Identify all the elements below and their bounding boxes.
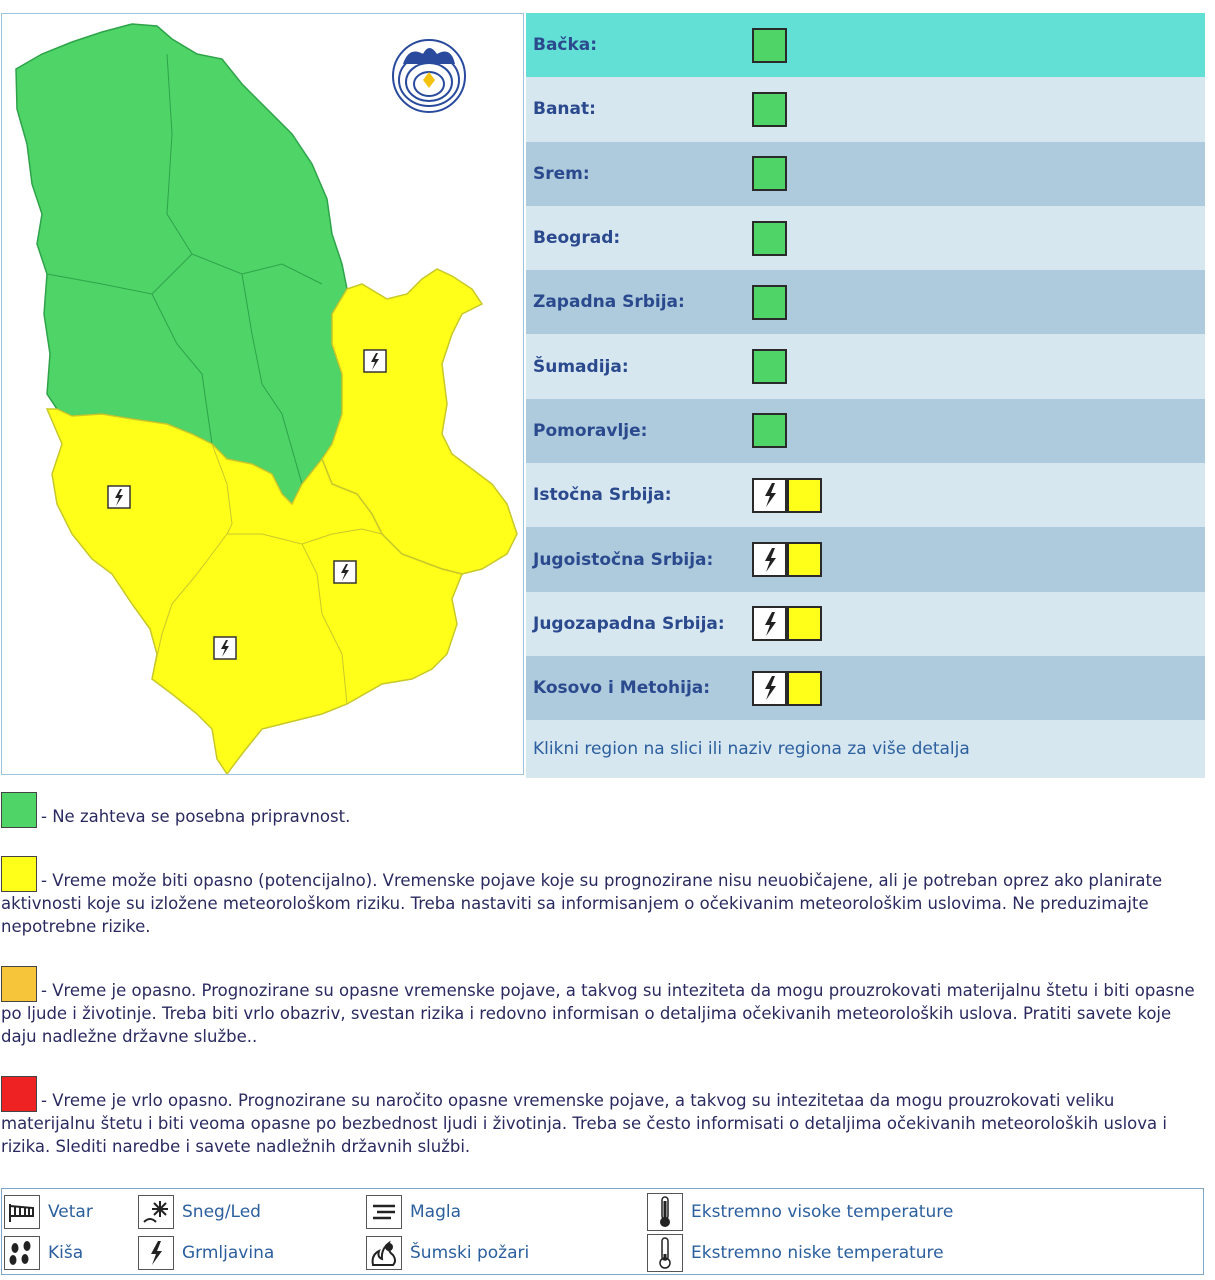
warning-indicators: [752, 413, 787, 448]
green-warning-square: [752, 413, 787, 448]
legend-thunder-label: Grmljavina: [182, 1243, 275, 1263]
region-row[interactable]: [526, 463, 1205, 527]
rhmz-logo: [393, 40, 465, 112]
region-label[interactable]: Istočna Srbija:: [533, 485, 672, 506]
thunder-icon: [752, 606, 787, 641]
region-label[interactable]: Beograd:: [533, 228, 621, 249]
region-row[interactable]: [526, 77, 1205, 141]
green-warning-square: [752, 349, 787, 384]
green-warning-square: [752, 28, 787, 63]
warning-indicators: [752, 478, 822, 513]
warning-indicators: [752, 156, 787, 191]
green-warning-square: [752, 156, 787, 191]
warning-map[interactable]: [1, 13, 524, 775]
fog-icon: [366, 1195, 402, 1229]
legend-fog-label: Magla: [410, 1202, 462, 1222]
legend-low-temp-label: Ekstremno niske temperature: [691, 1243, 944, 1263]
warning-indicators: [752, 349, 787, 384]
map-thunder-icon-southwest: [108, 486, 130, 508]
legend-red-text: - Vreme je vrlo opasno. Prognozirane su naročito opasne vremenske pojave, a takvog su intezitetaa da mogu prouzrokovati veliku materijalnu štetu i biti veoma opasne po bezbednost ljudi i životinja. Treba se često informisati o detaljima očekivanih meteoroloških uslova i rizika. Slediti naredbe i savete nadležnih državnih službi.: [1, 1091, 1167, 1156]
legend-green-text: - Ne zahteva se posebna pripravnost.: [41, 807, 351, 826]
legend-wind: [4, 1195, 93, 1229]
legend-wind-label: Vetar: [48, 1202, 93, 1222]
warning-indicators: [752, 606, 822, 641]
legend-orange-text: - Vreme je opasno. Prognozirane su opasne vremenske pojave, a takvog su inteziteta da mogu prouzrokovati materijalnu štetu i biti opasne po ljude i životinje. Treba biti vrlo obazriv, svestan rizika i redovno informisan o detaljima očekivanih meteoroloških uslova. Pratiti savete koje daju nadležne državne službe..: [1, 981, 1195, 1046]
region-row[interactable]: [526, 270, 1205, 334]
map-thunder-icon-kosovo: [214, 637, 236, 659]
warning-indicators: [752, 221, 787, 256]
map-thunder-icon-east: [364, 350, 386, 372]
region-label[interactable]: Šumadija:: [533, 356, 629, 377]
legend-rain-label: Kiša: [48, 1243, 84, 1263]
region-label[interactable]: Zapadna Srbija:: [533, 292, 685, 313]
yellow-warning-square: [787, 542, 822, 577]
green-warning-square: [752, 92, 787, 127]
region-label[interactable]: Banat:: [533, 99, 596, 120]
warning-indicators: [752, 671, 822, 706]
region-label[interactable]: Kosovo i Metohija:: [533, 678, 711, 699]
region-label[interactable]: Srem:: [533, 163, 590, 184]
region-row[interactable]: [526, 13, 1205, 77]
thunder-icon: [752, 478, 787, 513]
region-label[interactable]: Pomoravlje:: [533, 420, 648, 441]
region-label[interactable]: Jugoistočna Srbija:: [533, 549, 714, 570]
legend-snow-label: Sneg/Led: [182, 1202, 261, 1222]
yellow-swatch: [1, 856, 37, 892]
warning-indicators: [752, 92, 787, 127]
thunder-icon: [138, 1236, 174, 1270]
wind-icon: [4, 1195, 40, 1229]
legend-red: [1, 1076, 1206, 1158]
thermometer-cold-icon: [647, 1234, 683, 1272]
green-warning-square: [752, 221, 787, 256]
thunder-icon: [752, 542, 787, 577]
yellow-warning-square: [787, 478, 822, 513]
legend-fire-label: Šumski požari: [410, 1243, 530, 1263]
region-row[interactable]: [526, 334, 1205, 398]
thunder-icon: [752, 671, 787, 706]
yellow-warning-square: [787, 671, 822, 706]
legend-rain: [4, 1236, 83, 1270]
rain-icon: [4, 1236, 40, 1270]
warning-indicators: [752, 28, 787, 63]
green-swatch: [1, 792, 37, 828]
legend-orange: [1, 966, 1206, 1048]
legend-yellow: [1, 856, 1206, 938]
region-row[interactable]: [526, 399, 1205, 463]
region-row[interactable]: [526, 592, 1205, 656]
red-swatch: [1, 1076, 37, 1112]
green-warning-square: [752, 285, 787, 320]
phenomena-legend: [1, 1188, 1204, 1275]
forest-fire-icon: [366, 1236, 402, 1270]
legend-high-temp: [647, 1193, 953, 1231]
snowflake-icon: [138, 1195, 174, 1229]
legend-fire: [366, 1236, 529, 1270]
warning-indicators: [752, 542, 822, 577]
warning-indicators: [752, 285, 787, 320]
region-list: [526, 13, 1205, 778]
yellow-warning-square: [787, 606, 822, 641]
orange-swatch: [1, 966, 37, 1002]
region-row[interactable]: [526, 527, 1205, 591]
thermometer-hot-icon: [647, 1193, 683, 1231]
click-hint: Klikni region na slici ili naziv regiona za više detalja: [526, 720, 1205, 778]
legend-thunder: [138, 1236, 274, 1270]
legend-yellow-text: - Vreme može biti opasno (potencijalno). Vremenske pojave koje su prognozirane nisu neuobičajene, ali je potreban oprez ako planirate aktivnosti koje su izložene meteorološkom riziku. Treba nastaviti sa informisanjem o očekivanim meteorološkim uslovima. Ne preduzimajte nepotrebne rizike.: [1, 871, 1163, 936]
legend-green: [1, 792, 1206, 828]
region-row[interactable]: [526, 656, 1205, 720]
region-row[interactable]: [526, 206, 1205, 270]
legend-snow: [138, 1195, 261, 1229]
legend-low-temp: [647, 1234, 944, 1272]
map-thunder-icon-southeast: [334, 561, 356, 583]
region-label[interactable]: Jugozapadna Srbija:: [533, 613, 725, 634]
region-label[interactable]: Bačka:: [533, 35, 598, 56]
legend-fog: [366, 1195, 461, 1229]
legend-high-temp-label: Ekstremno visoke temperature: [691, 1202, 954, 1222]
region-row[interactable]: [526, 142, 1205, 206]
